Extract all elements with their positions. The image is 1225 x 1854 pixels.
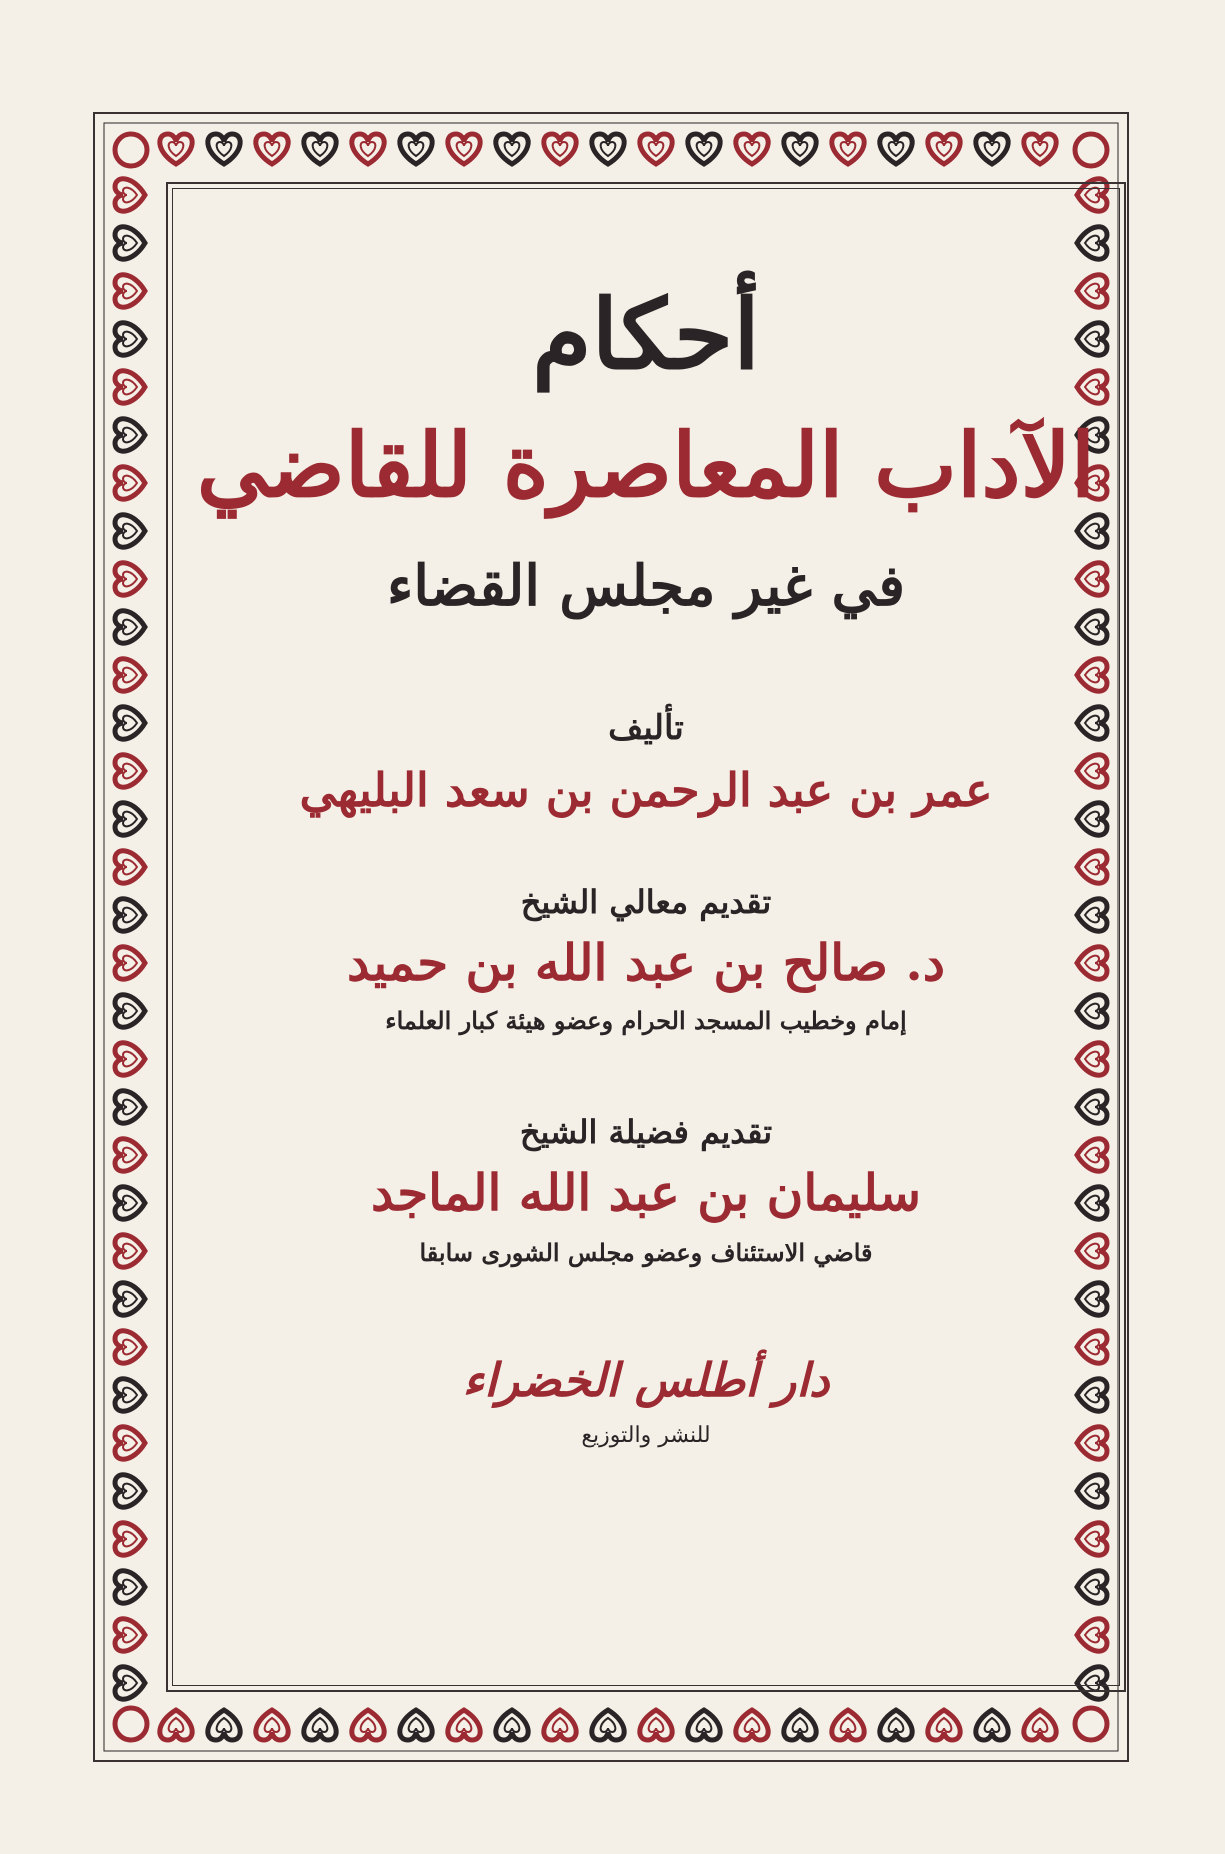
cover-content [172, 188, 1120, 1686]
heart-ornament-icon [1024, 134, 1056, 164]
heart-ornament-icon [928, 1710, 960, 1740]
heart-ornament-icon [115, 1667, 145, 1699]
heart-ornament-icon [736, 134, 768, 164]
heart-ornament-icon [115, 467, 145, 499]
publisher-subtitle: للنشر والتوزيع [581, 1423, 711, 1448]
author-label: تأليف [608, 708, 684, 748]
heart-ornament-icon [115, 803, 145, 835]
heart-ornament-icon [784, 134, 816, 164]
heart-ornament-icon [352, 1710, 384, 1740]
heart-ornament-icon [115, 1379, 145, 1411]
heart-ornament-icon [115, 1235, 145, 1267]
heart-ornament-icon [592, 134, 624, 164]
title-line-2: الآداب المعاصرة للقاضي [196, 413, 1096, 517]
heart-ornament-icon [160, 134, 192, 164]
title-line-3: في غير مجلس القضاء [387, 553, 905, 619]
heart-ornament-icon [115, 707, 145, 739]
heart-ornament-icon [400, 134, 432, 164]
heart-ornament-icon [115, 1331, 145, 1363]
heart-ornament-icon [115, 1571, 145, 1603]
heart-ornament-icon [304, 1710, 336, 1740]
heart-ornament-icon [115, 1475, 145, 1507]
heart-ornament-icon [115, 1139, 145, 1171]
heart-ornament-icon [115, 1043, 145, 1075]
heart-ornament-icon [115, 995, 145, 1027]
heart-ornament-icon [115, 947, 145, 979]
heart-ornament-icon [832, 1710, 864, 1740]
heart-ornament-icon [256, 1710, 288, 1740]
heart-ornament-icon [208, 1710, 240, 1740]
heart-ornament-icon [115, 899, 145, 931]
foreword1-title: إمام وخطيب المسجد الحرام وعضو هيئة كبار العلماء [385, 1006, 907, 1035]
heart-ornament-icon [115, 323, 145, 355]
foreword2-label: تقديم فضيلة الشيخ [519, 1113, 773, 1151]
heart-ornament-icon [880, 134, 912, 164]
heart-ornament-icon [115, 659, 145, 691]
heart-ornament-icon [928, 134, 960, 164]
heart-ornament-icon [160, 1710, 192, 1740]
heart-ornament-icon [688, 134, 720, 164]
heart-ornament-icon [115, 563, 145, 595]
heart-ornament-icon [592, 1710, 624, 1740]
heart-ornament-icon [976, 1710, 1008, 1740]
corner-ornament-icon [115, 1708, 147, 1740]
heart-ornament-icon [496, 1710, 528, 1740]
foreword1-name: د. صالح بن عبد الله بن حميد [346, 933, 946, 992]
heart-ornament-icon [880, 1710, 912, 1740]
heart-ornament-icon [448, 1710, 480, 1740]
corner-ornament-icon [1075, 1708, 1107, 1740]
heart-ornament-icon [496, 134, 528, 164]
heart-ornament-icon [256, 134, 288, 164]
heart-ornament-icon [115, 1091, 145, 1123]
heart-ornament-icon [115, 755, 145, 787]
heart-ornament-icon [115, 179, 145, 211]
heart-ornament-icon [784, 1710, 816, 1740]
publisher-logo-text: دار أطلس الخضراء [462, 1353, 830, 1407]
heart-ornament-icon [208, 134, 240, 164]
foreword1-label: تقديم معالي الشيخ [520, 883, 772, 921]
heart-ornament-icon [115, 515, 145, 547]
heart-ornament-icon [115, 1523, 145, 1555]
heart-ornament-icon [448, 134, 480, 164]
heart-ornament-icon [544, 1710, 576, 1740]
heart-ornament-icon [115, 611, 145, 643]
corner-ornament-icon [115, 134, 147, 166]
heart-ornament-icon [115, 1427, 145, 1459]
heart-ornament-icon [688, 1710, 720, 1740]
heart-ornament-icon [832, 134, 864, 164]
heart-ornament-icon [736, 1710, 768, 1740]
corner-ornament-icon [1075, 134, 1107, 166]
heart-ornament-icon [115, 419, 145, 451]
heart-ornament-icon [115, 851, 145, 883]
heart-ornament-icon [976, 134, 1008, 164]
heart-ornament-icon [115, 1187, 145, 1219]
heart-ornament-icon [544, 134, 576, 164]
heart-ornament-icon [115, 227, 145, 259]
heart-ornament-icon [352, 134, 384, 164]
heart-ornament-icon [115, 1619, 145, 1651]
foreword2-title: قاضي الاستئناف وعضو مجلس الشورى سابقا [419, 1238, 873, 1267]
heart-ornament-icon [304, 134, 336, 164]
heart-ornament-icon [640, 134, 672, 164]
heart-ornament-icon [400, 1710, 432, 1740]
heart-ornament-icon [115, 1283, 145, 1315]
heart-ornament-icon [115, 275, 145, 307]
title-line-1: أحكام [532, 278, 760, 391]
heart-ornament-icon [115, 371, 145, 403]
heart-ornament-icon [640, 1710, 672, 1740]
heart-ornament-icon [1024, 1710, 1056, 1740]
foreword2-name: سليمان بن عبد الله الماجد [370, 1163, 922, 1222]
author-name: عمر بن عبد الرحمن بن سعد البليهي [299, 763, 993, 817]
